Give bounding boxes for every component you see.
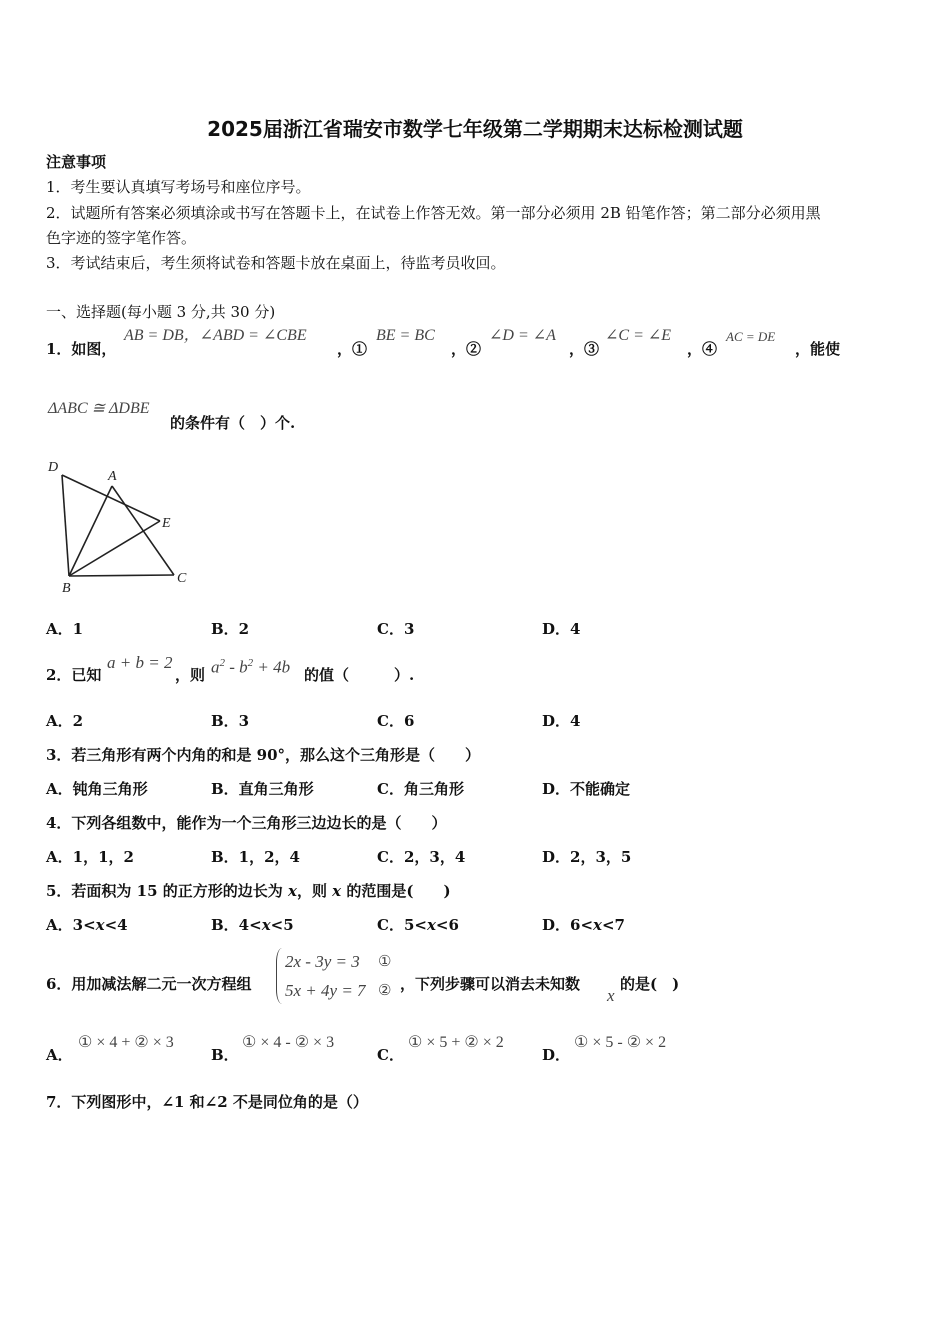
q6-equation-2-mark: ② [378,983,392,999]
q6-variable: x [607,986,615,1005]
label-B: B [62,581,71,596]
notice-item-3: 3．考试结束后，考生须将试卷和答题卡放在桌面上，待监考员收回。 [46,254,506,272]
q2-option-b: B．3 [211,712,250,730]
q1-condition-3: ∠C = ∠E [605,327,672,344]
q6-equation-2: 5x + 4y = 7 [285,981,366,1000]
q1-tail: ，能使 [795,340,841,358]
q1-given: AB = DB，∠ABD = ∠CBE [124,327,307,344]
q2-option-a: A．2 [46,712,84,730]
q4-option-d: D．2，3，5 [542,848,632,866]
q6-number: 6．用加减法解二元一次方程组 [46,975,252,993]
q1-condition-4: AC = DE [726,329,776,344]
q4-text: 4．下列各组数中，能作为一个三角形三边边长的是（ ） [46,814,447,832]
q1-option-b: B．2 [211,620,250,638]
q6-tail-2: 的是( ) [620,975,680,993]
segment-BC [69,575,174,576]
q1-option-c: C．3 [377,620,415,638]
q2-expression: $a^2 - b^2 + 4b$ [211,657,291,677]
q6-equation-1-mark: ① [378,954,392,970]
q1-sep-4: ，④ [687,340,718,358]
q2-number: 2．已知 [46,666,102,684]
q1-tail-2: 的条件有（ ）个. [170,414,296,432]
q2-tail: 的值（ ）. [304,666,415,684]
q6-option-c-expr: ① × 5 + ② × 2 [408,1034,504,1051]
q6-option-a-expr: ① × 4 + ② × 3 [78,1034,174,1051]
q2-condition: a + b = 2 [107,653,173,672]
q6-option-d-expr: ① × 5 - ② × 2 [574,1034,667,1051]
q4-option-a: A．1，1，2 [46,848,134,866]
q7-text: 7．下列图形中，∠1 和∠2 不是同位角的是（） [46,1093,368,1111]
notice-heading: 注意事项 [46,153,107,171]
segment-DB [62,475,69,576]
q1-condition-1: BE = BC [376,327,435,344]
q3-option-d: D．不能确定 [542,780,631,798]
q5-option-a: A．3<x<4 [46,916,128,934]
q1-sep-2: ，② [451,340,482,358]
q6-option-b-label: B． [211,1046,239,1064]
q4-option-c: C．2，3，4 [377,848,466,866]
q6-option-c-label: C． [377,1046,404,1064]
page-title: 2025届浙江省瑞安市数学七年级第二学期期末达标检测试题 [207,117,743,141]
q2-option-d: D．4 [542,712,581,730]
q6-option-a-label: A． [46,1046,73,1064]
label-C: C [177,571,187,586]
q3-text: 3．若三角形有两个内角的和是 90°，那么这个三角形是（ ） [46,746,481,764]
q3-option-b: B．直角三角形 [211,780,314,798]
q5-option-d: D．6<x<7 [542,916,625,934]
q6-option-b-expr: ① × 4 - ② × 3 [242,1034,335,1051]
q6-equation-1: 2x - 3y = 3 [285,952,360,971]
q3-option-c: C．角三角形 [377,780,464,798]
notice-item-2-cont: 色字迹的签字笔作答。 [46,229,197,247]
q1-option-a: A．1 [46,620,84,638]
q1-option-d: D．4 [542,620,581,638]
label-A: A [108,469,117,484]
label-E: E [162,516,171,531]
q1-condition-2: ∠D = ∠A [489,327,556,344]
q6-tail: ，下列步骤可以消去未知数 [400,975,581,993]
q1-number: 1．如图， [46,340,117,358]
q1-congruence: ΔABC ≅ ΔDBE [48,400,150,417]
q5-option-b: B．4<x<5 [211,916,294,934]
label-D: D [48,460,59,475]
section-heading: 一、选择题(每小题 3 分,共 30 分) [46,303,276,321]
q5-option-c: C．5<x<6 [377,916,459,934]
q1-sep-3: ，③ [569,340,600,358]
q2-option-c: C．6 [377,712,415,730]
notice-item-2: 2．试题所有答案必须填涂或书写在答题卡上，在试卷上作答无效。第一部分必须用 2B 铅笔作答；第二部分必须用黑 [46,204,821,222]
q6-option-d-label: D． [542,1046,571,1064]
q5-text: 5．若面积为 15 的正方形的边长为 x，则 x 的范围是( ) [46,882,451,900]
q3-option-a: A．钝角三角形 [46,780,148,798]
notice-item-1: 1．考生要认真填写考场号和座位序号。 [46,178,311,196]
q1-triangle-figure [44,455,194,597]
q1-sep-1: ，① [337,340,368,358]
equation-system-brace [276,948,283,1004]
q2-mid: ，则 [175,666,206,684]
q4-option-b: B．1，2，4 [211,848,300,866]
